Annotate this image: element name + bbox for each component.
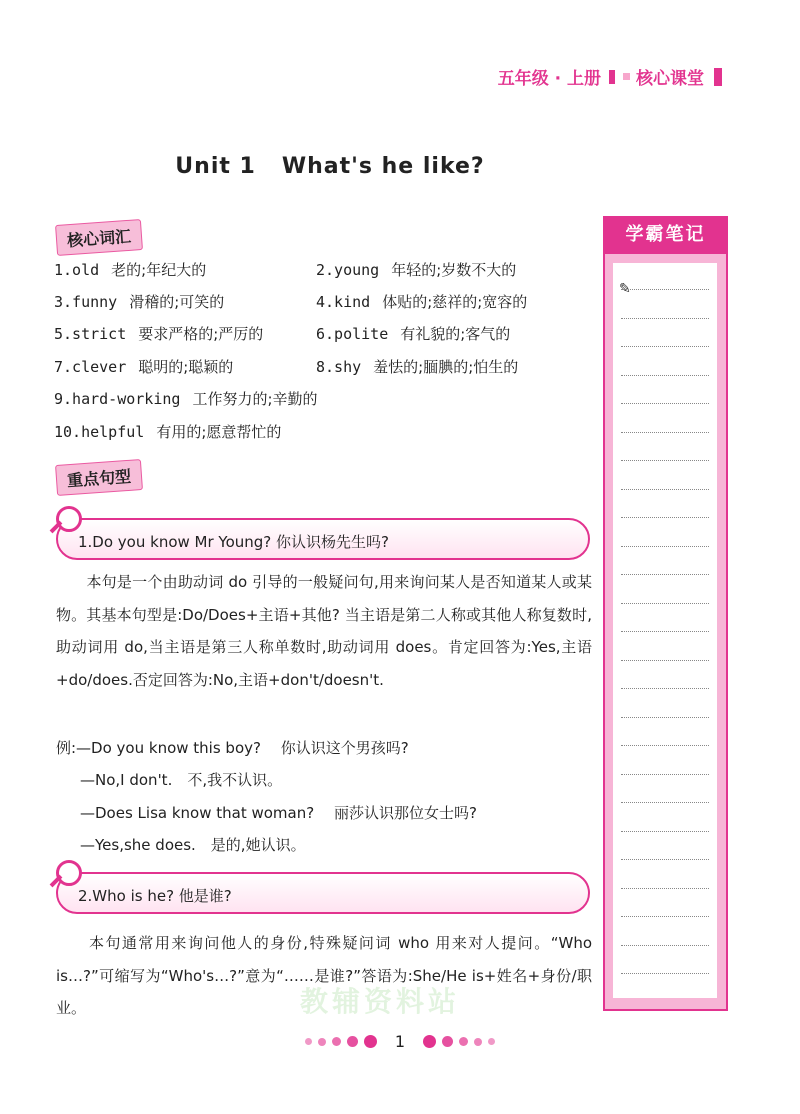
- header-square-icon: [623, 73, 630, 80]
- sentence-1-bubble: [56, 518, 590, 560]
- notes-writing-line: [621, 460, 709, 461]
- vocab-meaning: 体贴的;慈祥的;宽容的: [382, 293, 528, 311]
- header-separator: [609, 70, 615, 84]
- example-line: 例:—Do you know this boy? 你认识这个男孩吗?: [56, 739, 409, 757]
- vocab-word: 5.strict: [54, 325, 127, 343]
- notes-writing-line: [621, 831, 709, 832]
- notes-writing-line: [621, 546, 709, 547]
- vocab-item: [54, 421, 281, 442]
- vocab-item: [316, 291, 527, 312]
- vocab-item: [316, 356, 518, 377]
- notes-writing-line: [621, 403, 709, 404]
- unit-label: Unit 1: [175, 154, 256, 179]
- footer-dot: [332, 1037, 341, 1046]
- vocab-item: [54, 259, 206, 280]
- notes-writing-line: [621, 688, 709, 689]
- vocab-item: [54, 356, 233, 377]
- notes-writing-line: [621, 859, 709, 860]
- vocab-item: [316, 259, 516, 280]
- notes-writing-line: [621, 489, 709, 490]
- vocab-meaning: 滑稽的;可笑的: [129, 293, 225, 311]
- vocab-item: [316, 323, 510, 344]
- vocab-word: 7.clever: [54, 358, 127, 376]
- vocab-word: 3.funny: [54, 293, 118, 311]
- notes-writing-line: [621, 603, 709, 604]
- page-header: [498, 64, 722, 89]
- vocab-meaning: 年轻的;岁数不大的: [391, 261, 517, 279]
- sentence-1-explanation: 本句是一个由助动词 do 引导的一般疑问句,用来询问某人是否知道某人或某物。其基本句型是:Do/Does+主语+其他? 当主语是第二人称或其他人称复数时,助动词用 do,当主语是第三人称单数时,助动词用 does。肯定回答为:Yes,主语+do/does.否定回答为:No,主语+don't/doesn't.: [56, 573, 592, 689]
- vocab-meaning: 羞怯的;腼腆的;怕生的: [373, 358, 519, 376]
- notes-writing-line: [621, 660, 709, 661]
- vocab-meaning: 要求严格的;严厉的: [138, 325, 264, 343]
- example-line: —Yes,she does. 是的,她认识。: [80, 836, 306, 854]
- notes-writing-line: [621, 289, 709, 290]
- vocab-meaning: 有礼貌的;客气的: [400, 325, 511, 343]
- notes-title: 学霸笔记: [603, 216, 728, 254]
- vocab-meaning: 工作努力的;辛勤的: [192, 390, 318, 408]
- notes-paper: [613, 263, 717, 998]
- notes-writing-line: [621, 717, 709, 718]
- vocab-word: 8.shy: [316, 358, 362, 376]
- unit-question: What's he like?: [281, 154, 485, 179]
- footer-dot: [488, 1038, 495, 1045]
- notes-writing-line: [621, 631, 709, 632]
- header-bar-icon: [714, 68, 722, 86]
- unit-title: [0, 154, 660, 179]
- notes-writing-line: [621, 973, 709, 974]
- notes-writing-line: [621, 802, 709, 803]
- notes-writing-line: [621, 517, 709, 518]
- footer-dot: [347, 1036, 358, 1047]
- vocab-meaning: 有用的;愿意帮忙的: [156, 423, 282, 441]
- magnifier-icon: [56, 860, 82, 886]
- magnifier-icon: [56, 506, 82, 532]
- notes-writing-line: [621, 774, 709, 775]
- vocab-meaning: 老的;年纪大的: [111, 261, 207, 279]
- notes-writing-line: [621, 375, 709, 376]
- notes-writing-line: [621, 916, 709, 917]
- example-line: —Does Lisa know that woman? 丽莎认识那位女士吗?: [80, 804, 477, 822]
- footer-dot: [364, 1035, 377, 1048]
- vocab-item: [54, 323, 263, 344]
- vocab-word: 2.young: [316, 261, 380, 279]
- footer-dot: [474, 1038, 482, 1046]
- notes-writing-line: [621, 574, 709, 575]
- sentence-2-title: 2.Who is he? 他是谁?: [78, 887, 232, 905]
- vocab-word: 6.polite: [316, 325, 389, 343]
- notes-writing-line: [621, 945, 709, 946]
- vocab-word: 1.old: [54, 261, 100, 279]
- example-line: —No,I don't. 不,我不认识。: [80, 771, 283, 789]
- vocab-word: 4.kind: [316, 293, 371, 311]
- watermark: 教辅资料站: [300, 985, 461, 1018]
- footer-dot: [459, 1037, 468, 1046]
- sentence-2-explanation: 本句通常用来询问他人的身份,特殊疑问词 who 用来对人提问。“Who is…?”可缩写为“Who's…?”意为“……是谁?”答语为:She/He is+姓名+身份/职业。: [56, 934, 592, 1017]
- footer-dot: [423, 1035, 436, 1048]
- pencil-icon: ✎: [619, 281, 631, 297]
- sentences-tag: 重点句型: [55, 459, 143, 496]
- footer-dot: [442, 1036, 453, 1047]
- notes-writing-line: [621, 346, 709, 347]
- notes-writing-line: [621, 888, 709, 889]
- vocab-meaning: 聪明的;聪颖的: [138, 358, 234, 376]
- vocab-word: 10.helpful: [54, 423, 145, 441]
- sentence-2-bubble: [56, 872, 590, 914]
- vocab-tag: 核心词汇: [55, 219, 143, 256]
- notes-panel: [603, 216, 728, 1011]
- grade-label: 五年级 · 上册: [497, 69, 601, 89]
- page-footer: [0, 1032, 800, 1051]
- footer-dot: [318, 1038, 326, 1046]
- notes-writing-line: [621, 745, 709, 746]
- page-number: 1: [394, 1032, 406, 1051]
- vocab-item: [54, 388, 318, 409]
- vocab-word: 9.hard-working: [54, 390, 181, 408]
- section-label: 核心课堂: [636, 69, 704, 89]
- sentence-1-title: 1.Do you know Mr Young? 你认识杨先生吗?: [78, 533, 389, 551]
- footer-dot: [305, 1038, 312, 1045]
- vocab-item: [54, 291, 224, 312]
- notes-writing-line: [621, 318, 709, 319]
- notes-writing-line: [621, 432, 709, 433]
